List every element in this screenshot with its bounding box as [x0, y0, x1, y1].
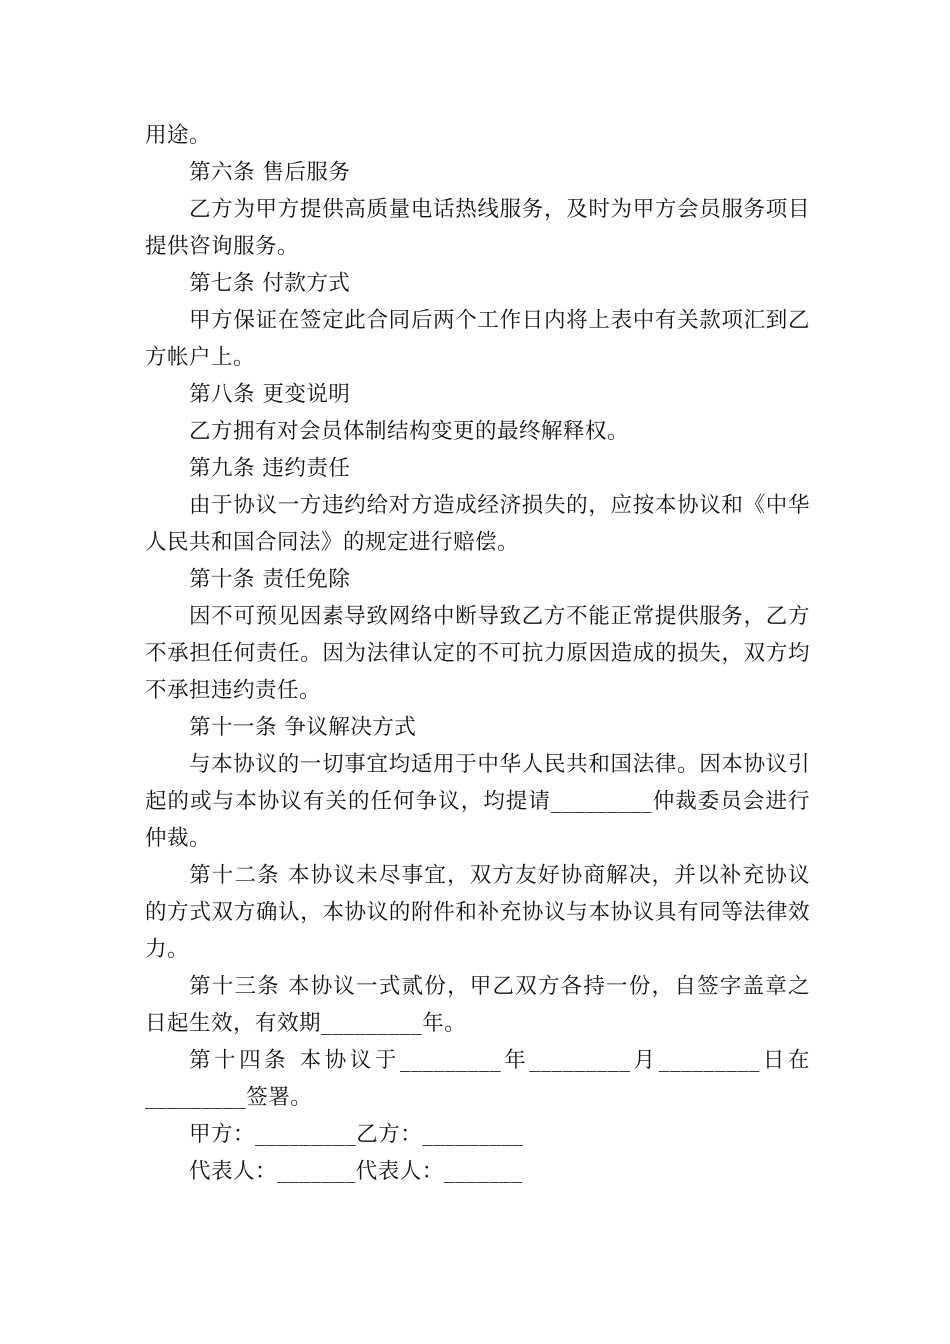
signature-parties: 甲方：_________乙方：_________: [189, 1122, 524, 1147]
article-10-heading: 第十条 责任免除: [189, 567, 351, 592]
article-6-body: 乙方为甲方提供高质量电话热线服务，及时为甲方会员服务项目提供咨询服务。: [145, 197, 810, 259]
article-7-heading: 第七条 付款方式: [189, 271, 351, 296]
article-11-body: 与本协议的一切事宜均适用于中华人民共和国法律。因本协议引起的或与本协议有关的任何争议，均提请_________仲裁委员会进行仲裁。: [145, 752, 810, 851]
article-11-heading: 第十一条 争议解决方式: [189, 715, 417, 740]
article-14: 第十四条 本协议于_________年_________月_________日在_________签署。: [145, 1048, 810, 1110]
article-9-body: 由于协议一方违约给对方造成经济损失的，应按本协议和《中华人民共和国合同法》的规定进行赔偿。: [145, 493, 810, 555]
article-10-body: 因不可预见因素导致网络中断导致乙方不能正常提供服务，乙方不承担任何责任。因为法律认定的不可抗力原因造成的损失，双方均不承担违约责任。: [145, 604, 810, 703]
article-9-heading: 第九条 违约责任: [189, 456, 351, 481]
document-body: [145, 117, 810, 1190]
article-8-heading: 第八条 更变说明: [189, 382, 351, 407]
article-7-body: 甲方保证在签定此合同后两个工作日内将上表中有关款项汇到乙方帐户上。: [145, 308, 810, 370]
article-12: 第十二条 本协议未尽事宜，双方友好协商解决，并以补充协议的方式双方确认，本协议的附件和补充协议与本协议具有同等法律效力。: [145, 863, 810, 962]
paragraph-usage-end: 用途。: [145, 123, 212, 148]
article-8-body: 乙方拥有对会员体制结构变更的最终解释权。: [189, 419, 630, 444]
article-13: 第十三条 本协议一式贰份，甲乙双方各持一份，自签字盖章之日起生效，有效期_________年。: [145, 974, 810, 1036]
article-6-heading: 第六条 售后服务: [189, 160, 351, 185]
signature-representatives: 代表人：_______代表人：_______: [189, 1159, 523, 1184]
